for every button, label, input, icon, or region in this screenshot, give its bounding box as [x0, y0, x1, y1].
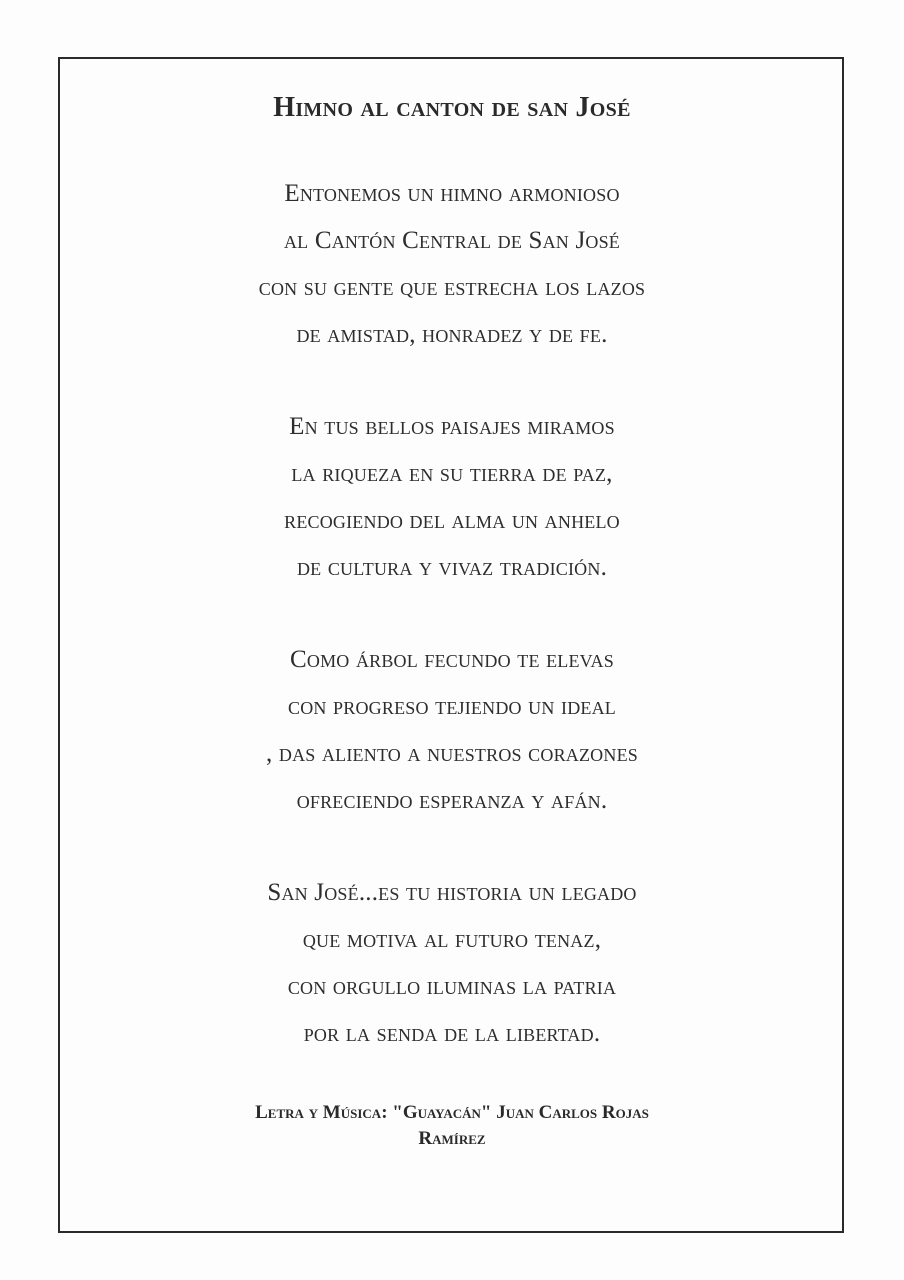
verse-line: al Cantón Central de San José: [283, 227, 620, 254]
verse-line: San José...es tu historia un legado: [267, 879, 637, 906]
stanza-4: [0, 869, 904, 1057]
verse-line: Entonemos un himno armonioso: [284, 180, 620, 207]
stanza-1: [0, 170, 904, 358]
stanza-2: [0, 403, 904, 591]
verse-line: con su gente que estrecha los lazos: [258, 274, 646, 301]
verse-line: con orgullo iluminas la patria: [287, 973, 617, 1000]
verse-line: Como árbol fecundo te elevas: [290, 646, 614, 673]
verse-line: recogiendo del alma un anhelo: [284, 507, 620, 534]
author-credit: Letra y Música: "Guayacán" Juan Carlos Rojas Ramírez: [255, 1102, 649, 1149]
verse-line: de amistad, honradez y de fe.: [296, 321, 608, 348]
verse-line: que motiva al futuro tenaz,: [302, 926, 602, 953]
verse-line: con progreso tejiendo un ideal: [288, 693, 616, 720]
verse-line: de cultura y vivaz tradición.: [296, 554, 608, 581]
poem-title: Himno al canton de san José: [273, 92, 631, 123]
stanza-3: [0, 636, 904, 824]
verse-line: la riqueza en su tierra de paz,: [291, 460, 613, 487]
verse-line: por la senda de la libertad.: [303, 1020, 601, 1047]
verse-line: ofreciendo esperanza y afán.: [296, 787, 608, 814]
verse-line: En tus bellos paisajes miramos: [289, 413, 615, 440]
verse-line: , das aliento a nuestros corazones: [266, 740, 638, 767]
